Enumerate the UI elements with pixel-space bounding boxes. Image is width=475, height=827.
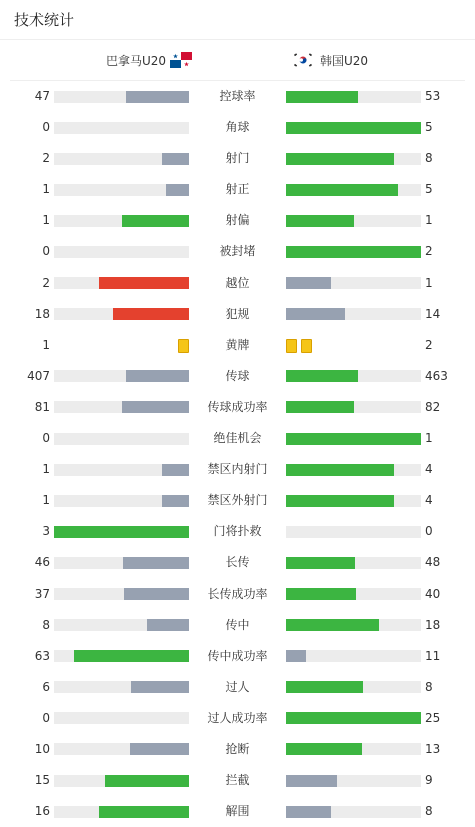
away-stat-bar: [286, 246, 421, 258]
home-stat-value: 16: [34, 804, 50, 819]
away-stat-bar: [286, 557, 421, 569]
home-stat-bar: [54, 370, 189, 382]
stat-row: [0, 516, 475, 547]
away-stat-value: 463: [425, 368, 448, 383]
home-stat-value: 8: [42, 617, 50, 632]
home-team: [106, 40, 192, 80]
home-stat-value: 37: [34, 586, 50, 601]
stat-label: 传中成功率: [207, 648, 268, 663]
home-stat-bar: [54, 401, 189, 413]
away-stat-value: 48: [425, 555, 441, 570]
away-stat-bar-fill: [286, 681, 363, 693]
home-stat-bar: [54, 91, 189, 103]
away-stat-value: 4: [425, 462, 433, 477]
home-stat-value: 47: [34, 89, 50, 103]
home-stat-bar: [54, 215, 189, 227]
stat-label: 解围: [225, 804, 250, 819]
home-stat-bar-fill: [130, 743, 189, 755]
away-stat-value: 9: [425, 773, 433, 788]
away-stat-bar-fill: [286, 588, 356, 600]
away-stat-value: 4: [425, 493, 433, 508]
away-stat-bar-fill: [286, 775, 337, 787]
home-stat-value: 46: [34, 555, 50, 570]
away-stat-value: 1: [425, 431, 433, 446]
away-stat-value: 18: [425, 617, 441, 632]
away-stat-bar: [286, 433, 421, 445]
away-stat-value: 2: [425, 244, 433, 259]
away-stat-value: 8: [425, 679, 433, 694]
stat-label: 拦截: [225, 773, 250, 788]
south-korea-flag-icon: [292, 52, 314, 68]
home-stat-bar: [54, 712, 189, 724]
away-stat-value: 8: [425, 151, 433, 166]
stat-label: 控球率: [219, 89, 256, 103]
home-stat-value: 1: [42, 182, 50, 197]
home-stat-value: 63: [34, 648, 50, 663]
home-stat-bar-fill: [105, 775, 189, 787]
home-stat-bar: [54, 277, 189, 289]
home-stat-value: 81: [34, 399, 50, 414]
home-stat-bar-fill: [162, 495, 189, 507]
home-stat-value: 10: [34, 741, 50, 756]
away-stat-bar-fill: [286, 153, 394, 165]
stat-row: [0, 454, 475, 485]
home-stat-value: 1: [42, 337, 50, 352]
home-stat-value: 1: [42, 213, 50, 228]
stat-label: 被封堵: [219, 244, 256, 259]
home-stat-value: 15: [34, 773, 50, 788]
home-stat-value: 1: [42, 462, 50, 477]
home-stat-bar: [54, 650, 189, 662]
stat-row: [0, 610, 475, 641]
away-stat-value: 11: [425, 648, 441, 663]
away-stat-bar-fill: [286, 712, 421, 724]
away-stat-bar-fill: [286, 650, 306, 662]
stat-row: [0, 423, 475, 454]
home-stat-value: 18: [34, 306, 50, 321]
home-stat-bar-fill: [147, 619, 189, 631]
stat-row: [0, 205, 475, 236]
home-team-name: 巴拿马U20: [105, 53, 166, 68]
home-stat-bar: [54, 619, 189, 631]
away-stat-bar: [286, 495, 421, 507]
away-stat-bar-fill: [286, 806, 331, 818]
home-stat-bar-fill: [99, 277, 189, 289]
home-stat-value: 2: [42, 275, 50, 290]
stat-label: 角球: [225, 120, 250, 135]
home-stat-value: 2: [42, 151, 50, 166]
away-stat-bar: [286, 122, 421, 134]
stat-row: [0, 734, 475, 765]
away-stat-value: 82: [425, 399, 441, 414]
away-stat-value: 53: [425, 89, 441, 103]
stat-row: [0, 672, 475, 703]
stat-row: [0, 330, 475, 361]
away-stat-bar: [286, 91, 421, 103]
yellow-card-icon: [178, 339, 189, 353]
away-stat-bar: [286, 526, 421, 538]
away-stat-bar: [286, 712, 421, 724]
stat-label: 禁区内射门: [207, 462, 268, 477]
home-stat-bar-fill: [113, 308, 189, 320]
stat-label: 禁区外射门: [207, 493, 268, 508]
home-stat-bar: [54, 308, 189, 320]
stat-row: [0, 579, 475, 610]
away-stat-bar-fill: [286, 495, 394, 507]
away-stat-bar: [286, 743, 421, 755]
stat-row: [0, 703, 475, 734]
stat-label: 传球: [225, 368, 250, 383]
home-stat-value: 1: [42, 493, 50, 508]
home-stat-bar: [54, 775, 189, 787]
away-stat-value: 0: [425, 524, 433, 539]
stat-label: 抢断: [225, 741, 250, 756]
home-stat-bar-fill: [126, 370, 189, 382]
home-stat-bar-fill: [54, 526, 189, 538]
away-stat-bar-fill: [286, 401, 354, 413]
away-stat-bar: [286, 184, 421, 196]
away-stat-bar: [286, 370, 421, 382]
away-stat-value: 8: [425, 804, 433, 819]
away-stat-bar-fill: [286, 91, 358, 103]
stat-row: [0, 236, 475, 267]
away-team-name: 韩国U20: [320, 53, 369, 68]
stat-row: [0, 641, 475, 672]
stat-row: [0, 143, 475, 174]
stat-row: [0, 268, 475, 299]
stat-label: 长传成功率: [207, 586, 268, 601]
away-stat-bar: [286, 775, 421, 787]
stat-row: [0, 547, 475, 578]
home-stat-value: 6: [42, 679, 50, 694]
home-stat-bar-fill: [166, 184, 189, 196]
home-stat-bar-fill: [126, 91, 189, 103]
away-stat-value: 14: [425, 306, 441, 321]
home-stat-bar: [54, 743, 189, 755]
away-stat-value: 40: [425, 586, 441, 601]
stat-label: 传球成功率: [207, 399, 268, 414]
away-stat-bar-fill: [286, 433, 421, 445]
away-stat-bar-fill: [286, 122, 421, 134]
away-stat-bar: [286, 619, 421, 631]
away-stat-value: 1: [425, 275, 433, 290]
stat-row: [0, 765, 475, 796]
away-stat-bar: [286, 215, 421, 227]
stat-label: 过人: [225, 679, 250, 694]
stats-list: [0, 81, 475, 827]
away-stat-bar-fill: [286, 184, 398, 196]
away-stat-value: 5: [425, 120, 433, 135]
stat-label: 过人成功率: [207, 710, 268, 725]
home-stat-bar-fill: [122, 215, 190, 227]
away-stat-bar-fill: [286, 246, 421, 258]
stat-row: [0, 299, 475, 330]
stat-row: [0, 796, 475, 827]
teams-header: [10, 40, 465, 81]
stat-row: [0, 174, 475, 205]
away-stat-bar: [286, 401, 421, 413]
home-stat-value: 0: [42, 431, 50, 446]
home-stat-bar-fill: [99, 806, 189, 818]
stat-label: 长传: [225, 555, 250, 570]
stat-label: 越位: [225, 275, 250, 290]
stat-label: 射偏: [225, 213, 250, 228]
home-stat-bar-fill: [162, 464, 189, 476]
away-stat-bar: [286, 464, 421, 476]
home-stat-bar: [54, 495, 189, 507]
home-stat-bar: [54, 433, 189, 445]
home-stat-value: 0: [42, 244, 50, 259]
away-stat-bar: [286, 650, 421, 662]
stat-label: 犯规: [225, 306, 250, 321]
away-stat-bar-fill: [286, 277, 331, 289]
page-header: [0, 0, 475, 40]
home-stat-bar: [54, 464, 189, 476]
stat-label: 射门: [225, 151, 250, 166]
home-stat-bar-fill: [123, 557, 189, 569]
away-stat-bar-fill: [286, 370, 358, 382]
away-stat-value: 2: [425, 337, 433, 352]
home-stat-bar: [54, 557, 189, 569]
home-stat-bar: [54, 526, 189, 538]
home-stat-bar-fill: [122, 401, 189, 413]
home-stat-bar: [54, 246, 189, 258]
stat-row: [0, 485, 475, 516]
away-stat-value: 1: [425, 213, 433, 228]
away-stat-bar-fill: [286, 743, 362, 755]
away-stat-bar: [286, 308, 421, 320]
home-stat-value: 0: [42, 120, 50, 135]
home-stat-bar-fill: [162, 153, 189, 165]
away-stat-bar: [286, 806, 421, 818]
home-stat-bar: [54, 681, 189, 693]
away-stat-value: 5: [425, 182, 433, 197]
home-stat-value: 3: [42, 524, 50, 539]
away-stat-bar-fill: [286, 464, 394, 476]
home-stat-bar-fill: [124, 588, 189, 600]
home-stat-value: 0: [42, 710, 50, 725]
away-stat-value: 25: [425, 710, 441, 725]
home-stat-bar: [54, 806, 189, 818]
away-yellow-cards: [286, 339, 312, 353]
stat-row: [0, 81, 475, 112]
home-stat-bar-fill: [74, 650, 189, 662]
stat-label: 门将扑救: [213, 524, 262, 539]
stat-row: [0, 392, 475, 423]
stat-row: [0, 112, 475, 143]
stat-row: [0, 361, 475, 392]
away-team: [292, 40, 368, 80]
away-stat-value: 13: [425, 741, 441, 756]
home-yellow-cards: [178, 339, 189, 353]
away-stat-bar: [286, 277, 421, 289]
away-stat-bar-fill: [286, 308, 345, 320]
home-stat-bar: [54, 588, 189, 600]
panama-flag-icon: [170, 52, 192, 68]
home-stat-bar: [54, 184, 189, 196]
stat-label: 黄牌: [225, 337, 250, 352]
yellow-card-icon: [286, 339, 297, 353]
away-stat-bar: [286, 681, 421, 693]
away-stat-bar-fill: [286, 619, 379, 631]
home-stat-value: 407: [27, 368, 50, 383]
home-stat-bar: [54, 153, 189, 165]
away-stat-bar-fill: [286, 557, 355, 569]
page-title: 技术统计: [14, 11, 75, 29]
home-stat-bar-fill: [131, 681, 189, 693]
home-stat-bar: [54, 122, 189, 134]
stat-label: 射正: [225, 182, 250, 197]
away-stat-bar: [286, 588, 421, 600]
away-stat-bar-fill: [286, 215, 354, 227]
stat-label: 传中: [225, 617, 250, 632]
yellow-card-icon: [301, 339, 312, 353]
stat-label: 绝佳机会: [213, 431, 262, 446]
away-stat-bar: [286, 153, 421, 165]
